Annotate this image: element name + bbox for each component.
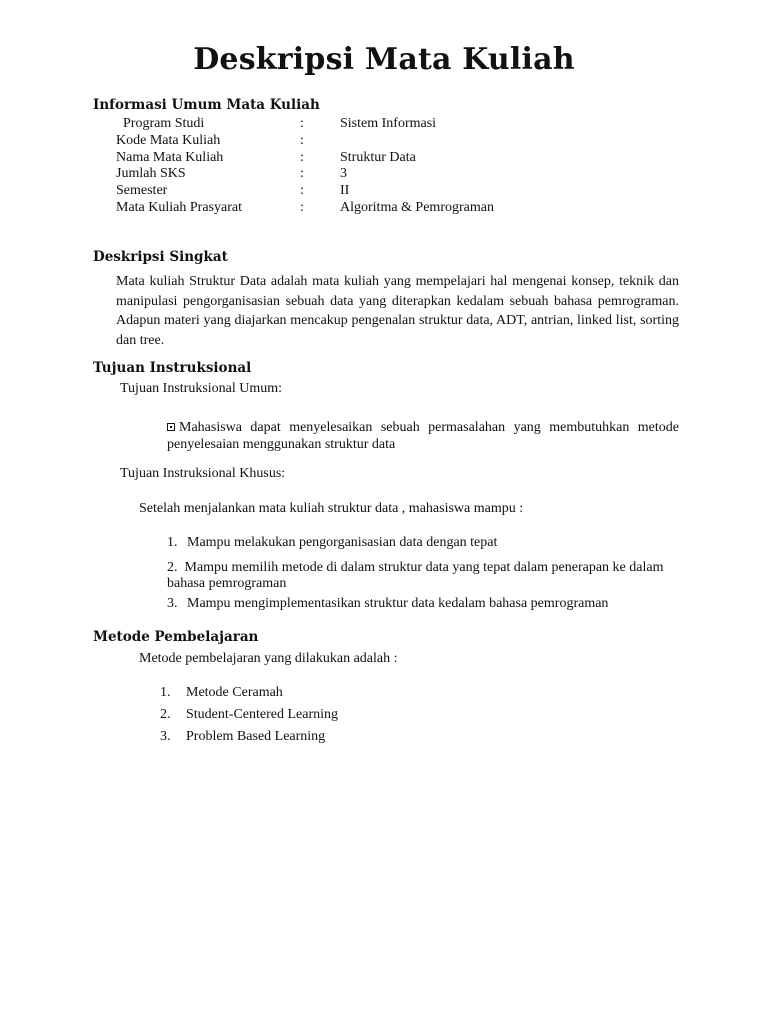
list-text: Mampu melakukan pengorganisasian data dengan tepat	[187, 535, 498, 550]
specific-objective-intro: Setelah menjalankan mata kuliah struktur data , mahasiswa mampu :	[139, 501, 524, 516]
info-heading: Informasi Umum Mata Kuliah	[93, 97, 320, 113]
list-number: 2.	[160, 707, 171, 722]
list-text: Mampu memilih metode di dalam struktur data yang tepat dalam penerapan ke dalam bahasa pemrograman	[167, 560, 664, 591]
general-objective-item	[167, 420, 679, 453]
general-objective-text: Mahasiswa dapat menyelesaikan sebuah permasalahan yang membutuhkan metode penyelesaian menggunakan struktur data	[167, 420, 679, 452]
list-text: Problem Based Learning	[186, 729, 326, 744]
info-value: Algoritma & Pemrograman	[340, 199, 494, 215]
checkbox-bullet-icon	[167, 423, 175, 431]
list-number: 3.	[160, 729, 171, 744]
info-value: 3	[340, 166, 347, 182]
list-item	[167, 560, 687, 592]
info-value: Sistem Informasi	[340, 116, 437, 131]
objectives-heading: Tujuan Instruksional	[93, 360, 252, 376]
list-text: Metode Ceramah	[186, 685, 283, 700]
info-label: Kode Mata Kuliah	[116, 132, 221, 148]
info-colon: :	[300, 183, 304, 199]
list-text: Student-Centered Learning	[186, 707, 339, 722]
info-label: Mata Kuliah Prasyarat	[116, 199, 242, 215]
list-number: 1.	[167, 535, 178, 550]
info-colon: :	[300, 199, 304, 215]
list-text: Mampu mengimplementasikan struktur data kedalam bahasa pemrograman	[187, 596, 609, 611]
list-number: 1.	[160, 685, 171, 700]
info-colon: :	[300, 149, 304, 165]
list-number: 2.	[167, 560, 178, 575]
info-colon: :	[300, 132, 304, 148]
specific-objective-label: Tujuan Instruksional Khusus:	[120, 466, 286, 481]
info-colon: :	[300, 116, 304, 131]
info-label: Semester	[116, 183, 168, 199]
methods-heading: Metode Pembelajaran	[93, 629, 259, 645]
description-text: Mata kuliah Struktur Data adalah mata kuliah yang mempelajari hal mengenai konsep, teknik dan manipulasi pengorganisasian sebuah data yang diterapkan kedalam sebuah bahasa pemrograman. Adapun materi yang diajarkan mencakup pengenalan struktur data, ADT, antrian, linked list, sorting dan tree.	[116, 274, 679, 348]
description-heading: Deskripsi Singkat	[93, 249, 228, 265]
info-label: Nama Mata Kuliah	[116, 149, 224, 165]
info-colon: :	[300, 166, 304, 182]
list-number: 3.	[167, 596, 178, 611]
info-label: Program Studi	[123, 116, 205, 131]
info-value: II	[340, 183, 350, 199]
info-value: Struktur Data	[340, 149, 416, 165]
methods-intro: Metode pembelajaran yang dilakukan adalah :	[139, 651, 398, 666]
page-title: Deskripsi Mata Kuliah	[193, 42, 575, 77]
info-label: Jumlah SKS	[116, 166, 186, 182]
general-objective-label: Tujuan Instruksional Umum:	[120, 381, 283, 396]
